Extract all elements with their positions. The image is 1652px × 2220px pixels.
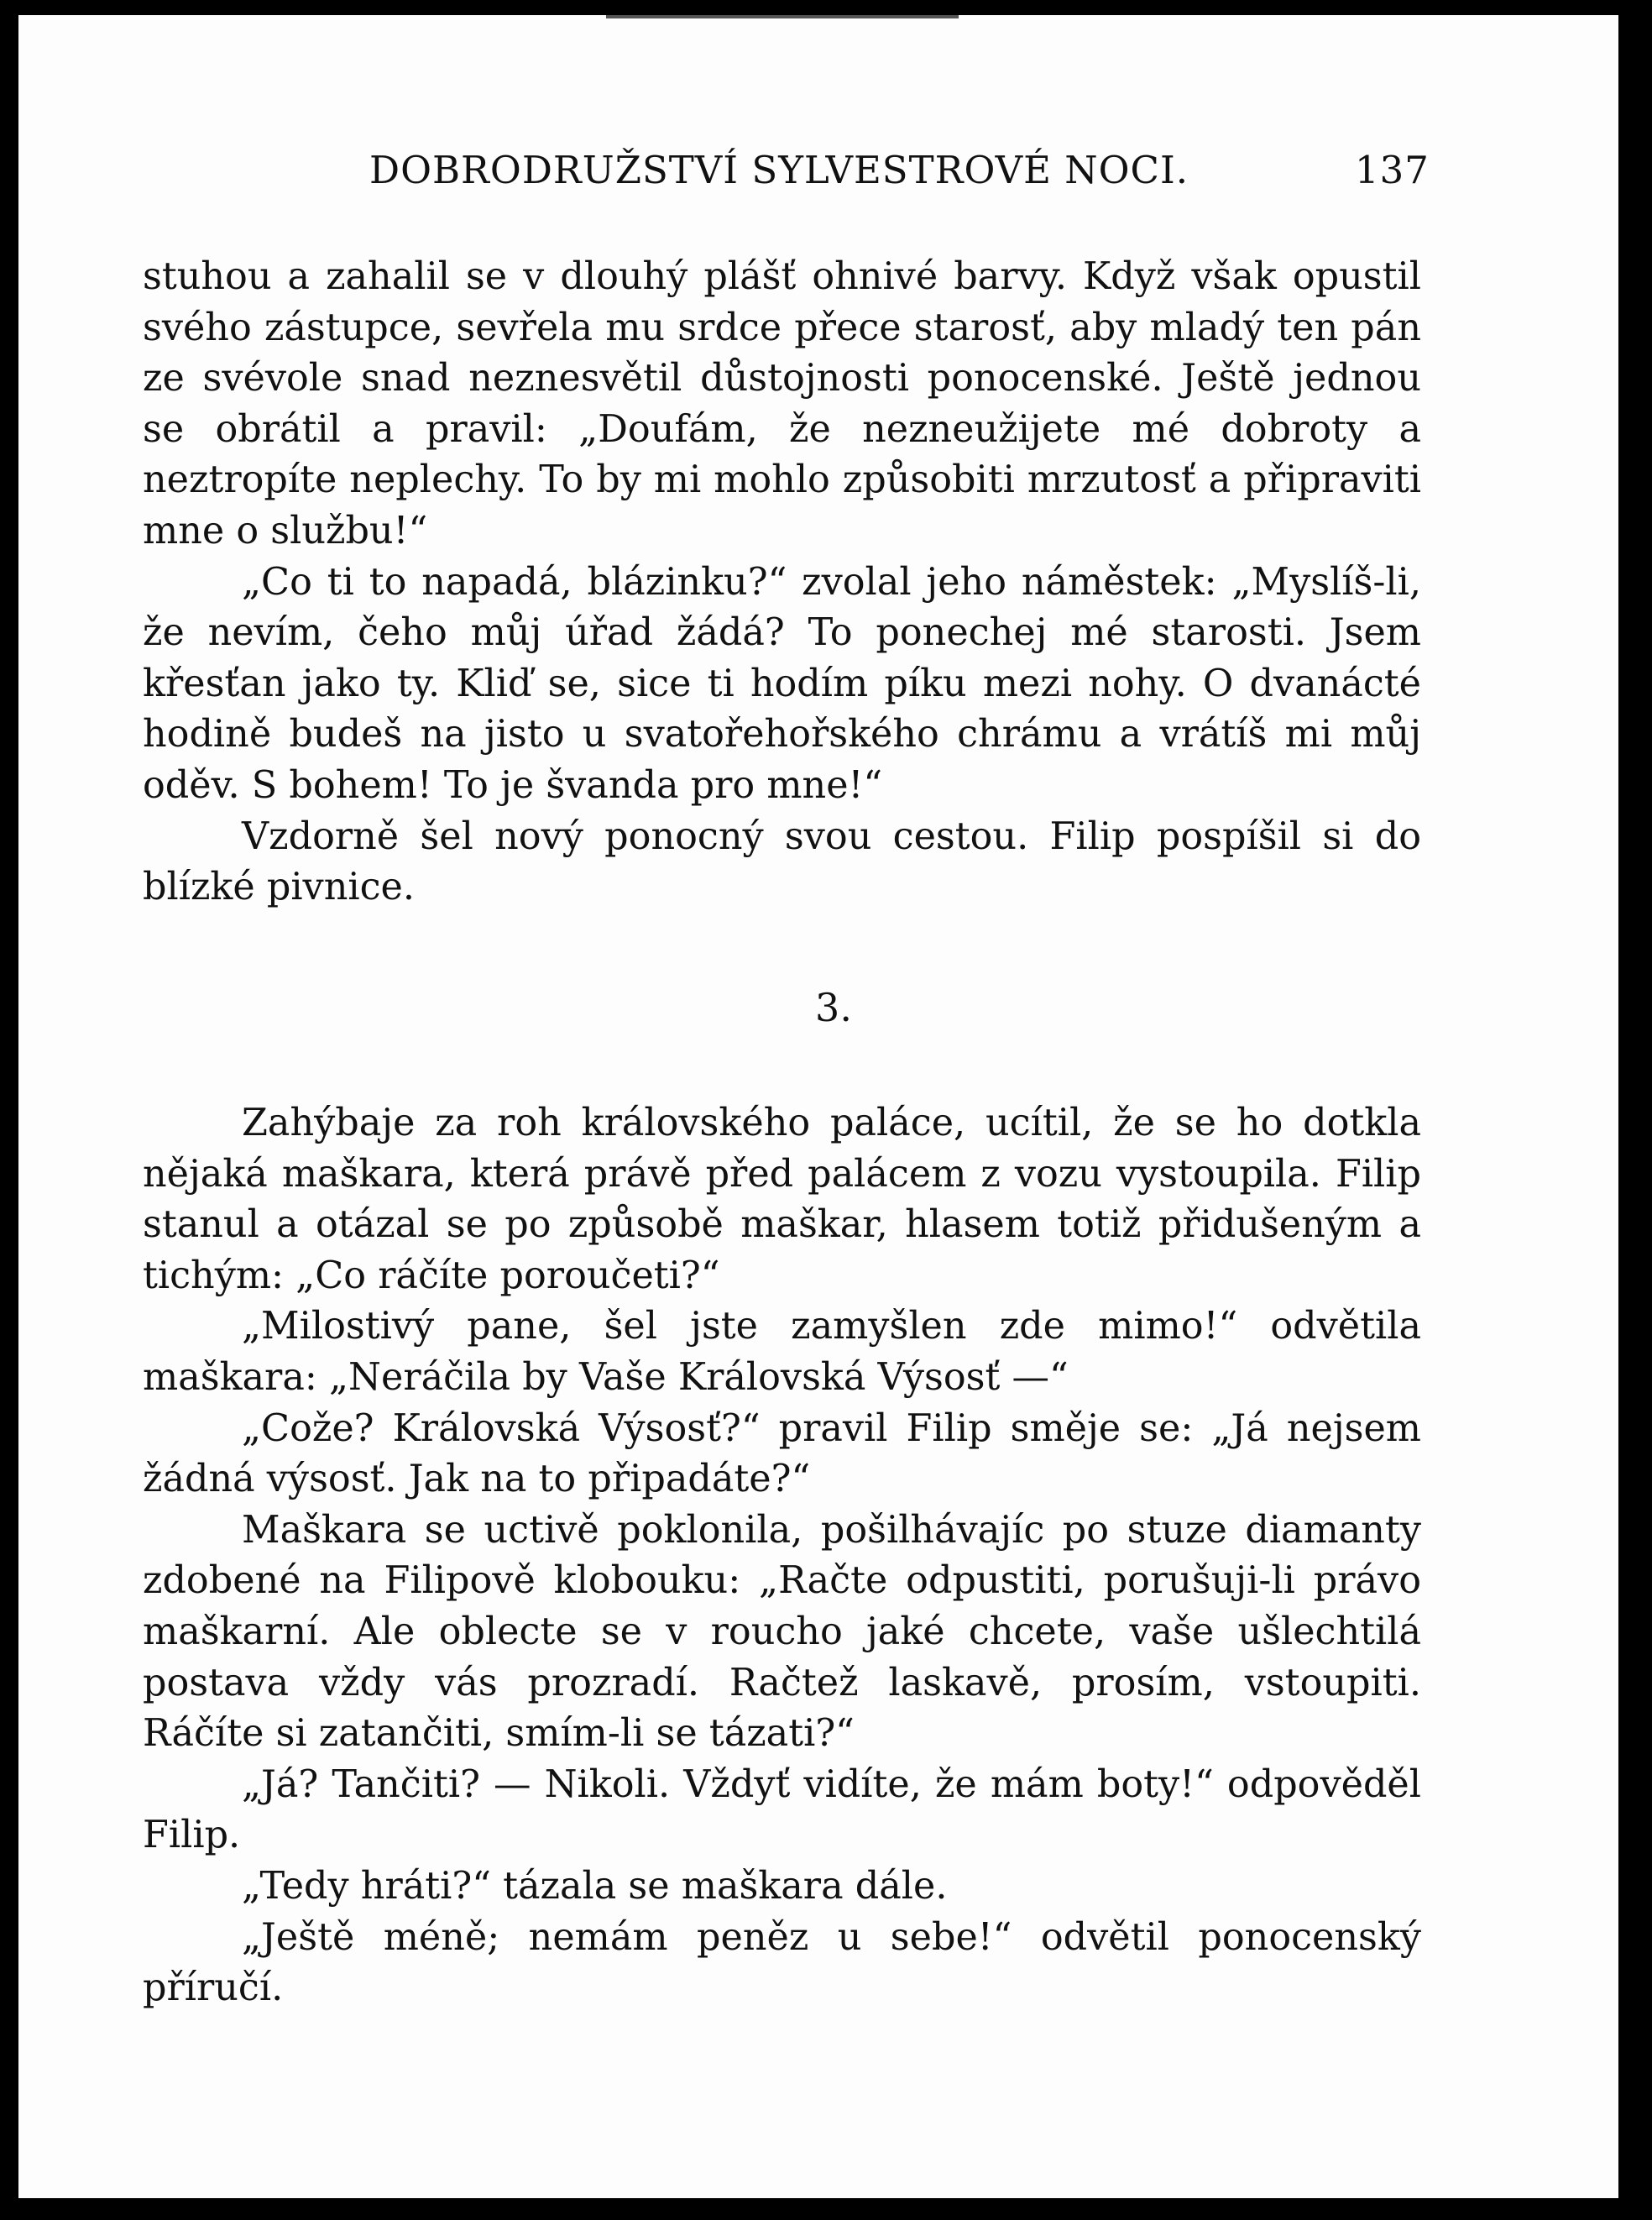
paragraph: stuhou a zahalil se v dlouhý plášť ohnivé barvy. Když však opustil svého zástupce, sevřela mu srdce přece starosť, aby mladý ten pán ze svévole snad neznesvětil důstojnosti ponocenské. Ještě jednou se obrátil a pravil: „Doufám, že nezneužijete mé dobroty a neztropíte neplechy. To by mi mohlo způsobiti mrzutosť a připraviti mne o službu!“ [143,255,1421,552]
paragraph: „Ještě méně; nemám peněz u sebe!“ odvětil ponocenský příručí. [143,1915,1421,2010]
paragraph: Maškara se uctivě poklonila, pošilhávajíc po stuze diamanty zdobené na Filipově klobouku: „Račte odpustiti, porušuji-li právo maškarní. Ale oblecte se v roucho jaké chcete, vaše ušlechtilá postava vždy vás prozradí. Račtež laskavě, prosím, vstoupiti. Ráčíte si zatančiti, smím-li se tázati?“ [143,1508,1421,1756]
paragraph: Vzdorně šel nový ponocný svou cestou. Filip pospíšil si do blízké pivnice. [143,814,1421,909]
paragraph: „Milostivý pane, šel jste zamyšlen zde mimo!“ odvětila maškara: „Neráčila by Vaše Královská Výsosť —“ [143,1305,1421,1399]
paragraph: Zahýbaje za roh královského paláce, ucítil, že se ho dotkla nějaká maškara, která právě před palácem z vozu vystoupila. Filip stanul a otázal se po způsobě maškar, hlasem totiž přidušeným a tichým: „Co ráčíte poroučeti?“ [143,1102,1421,1297]
paragraph: „Já? Tančiti? — Nikoli. Vždyť vidíte, že mám boty!“ odpověděl Filip. [143,1762,1421,1857]
paragraph: „Tedy hráti?“ tázala se maškara dále. [242,1864,948,1908]
text-block-top [143,252,1421,914]
scan-edge-mark [606,15,959,18]
paragraph: „Co ti to napadá, blázinku?“ zvolal jeho náměstek: „Myslíš-li, že nevím, čeho můj úřad žádá? To ponechej mé starosti. Jsem křesťan jako ty. Kliď se, sice ti hodím píku mezi nohy. O dvanácté hodině budeš na jisto u svatořehořského chrámu a vrátíš mi můj oděv. S bohem! To je švanda pro mne!“ [143,560,1421,807]
paragraph: „Cože? Královská Výsosť?“ pravil Filip směje se: „Já nejsem žádná výsosť. Jak na to připadáte?“ [143,1406,1421,1501]
section-number: 3. [815,985,852,1030]
book-page [18,15,1618,2198]
page-number: 137 [1355,148,1430,192]
running-title: DOBRODRUŽSTVÍ SYLVESTROVÉ NOCI. [369,148,1189,192]
text-block-bottom [143,1098,1421,2014]
